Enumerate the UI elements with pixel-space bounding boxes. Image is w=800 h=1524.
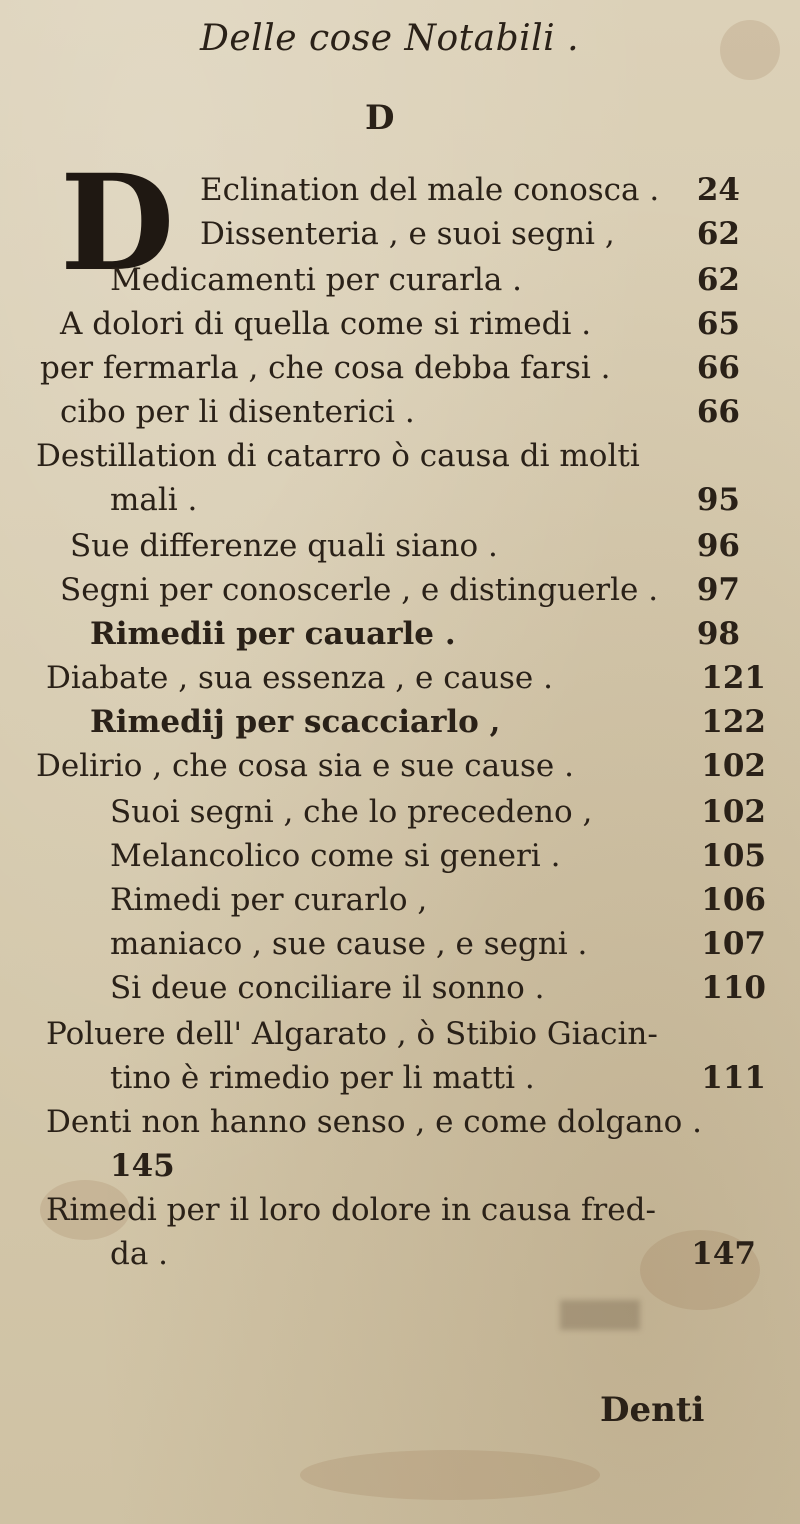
entry-page: 107: [701, 926, 766, 962]
entry-text: 145: [110, 1148, 175, 1184]
entry-text: cibo per li disenterici .: [60, 394, 415, 430]
index-entry: [90, 700, 766, 744]
entry-text: Diabate , sua essenza , e cause .: [46, 660, 553, 696]
entry-page: 24: [696, 172, 740, 208]
drop-cap: D: [60, 146, 175, 301]
index-entry: [110, 1144, 510, 1188]
entry-text: Rimedi per curarlo ,: [110, 882, 428, 918]
index-entry: [60, 390, 740, 434]
entry-page: 111: [701, 1060, 766, 1096]
entry-text: Sue differenze quali siano .: [70, 528, 498, 564]
running-head: Delle cose Notabili .: [200, 18, 580, 59]
foxing-spot: [720, 20, 780, 80]
index-entry: [110, 478, 740, 522]
foxing-spot: [300, 1450, 600, 1500]
index-entry: [46, 1012, 766, 1056]
entry-page: 65: [696, 306, 740, 342]
entry-text: per fermarla , che cosa debba farsi .: [40, 350, 611, 386]
catchword: Denti: [600, 1390, 705, 1430]
entry-text: Segni per conoscerle , e distinguerle .: [60, 572, 659, 608]
entry-page: 97: [696, 572, 740, 608]
entry-text: Rimedij per scacciarlo ,: [90, 704, 501, 740]
entry-page: 106: [701, 882, 766, 918]
index-entry: [46, 1188, 776, 1232]
entry-text: Si deue conciliare il sonno .: [110, 970, 545, 1006]
entry-text: tino è rimedio per li matti .: [110, 1060, 535, 1096]
index-entry: [36, 434, 756, 478]
index-entry: [110, 922, 766, 966]
entry-text: A dolori di quella come si rimedi .: [60, 306, 592, 342]
entry-text: Suoi segni , che lo precedeno ,: [110, 794, 593, 830]
entry-text: Eclination del male conosca .: [200, 172, 660, 208]
index-entry: [110, 878, 766, 922]
section-letter: D: [365, 98, 395, 138]
index-entry: [200, 212, 740, 256]
entry-page: 102: [701, 748, 766, 784]
entry-text: Poluere dell' Algarato , ò Stibio Giacin-: [46, 1016, 658, 1052]
entry-page: 66: [696, 350, 740, 386]
index-entry: [36, 744, 766, 788]
index-entry: [90, 612, 740, 656]
entry-page: 96: [696, 528, 740, 564]
entry-page: 102: [701, 794, 766, 830]
index-entry: [60, 568, 740, 612]
index-entry: [110, 1232, 756, 1276]
index-entry: [110, 966, 766, 1010]
entry-page: 110: [701, 970, 766, 1006]
index-entry: [46, 1100, 766, 1144]
entry-page: 105: [701, 838, 766, 874]
index-entry: [110, 790, 766, 834]
entry-text: Melancolico come si generi .: [110, 838, 561, 874]
entry-page: 121: [701, 660, 766, 696]
entry-text: Medicamenti per curarla .: [110, 262, 523, 298]
index-entry: [46, 656, 766, 700]
entry-page: 98: [696, 616, 740, 652]
index-entry: [70, 524, 740, 568]
index-entry: [110, 258, 740, 302]
entry-page: 122: [701, 704, 766, 740]
index-entry: [110, 834, 766, 878]
entry-page: 95: [696, 482, 740, 518]
entry-text: Dissenteria , e suoi segni ,: [200, 216, 615, 252]
entry-text: da .: [110, 1236, 169, 1272]
index-entry: [60, 302, 740, 346]
entry-text: maniaco , sue cause , e segni .: [110, 926, 588, 962]
index-entry: [110, 1056, 766, 1100]
entry-page: 62: [696, 216, 740, 252]
entry-text: Rimedi per il loro dolore in causa fred-: [46, 1192, 656, 1228]
entry-text: Destillation di catarro ò causa di molti: [36, 438, 640, 474]
entry-page: 147: [691, 1236, 756, 1272]
entry-text: Rimedii per cauarle .: [90, 616, 456, 652]
entry-page: 66: [696, 394, 740, 430]
entry-page: 62: [696, 262, 740, 298]
entry-text: mali .: [110, 482, 198, 518]
ink-smudge: [560, 1300, 640, 1330]
entry-text: Denti non hanno senso , e come dolgano .: [46, 1104, 702, 1140]
entry-text: Delirio , che cosa sia e sue cause .: [36, 748, 574, 784]
index-entry: [200, 168, 740, 212]
index-entry: [40, 346, 740, 390]
